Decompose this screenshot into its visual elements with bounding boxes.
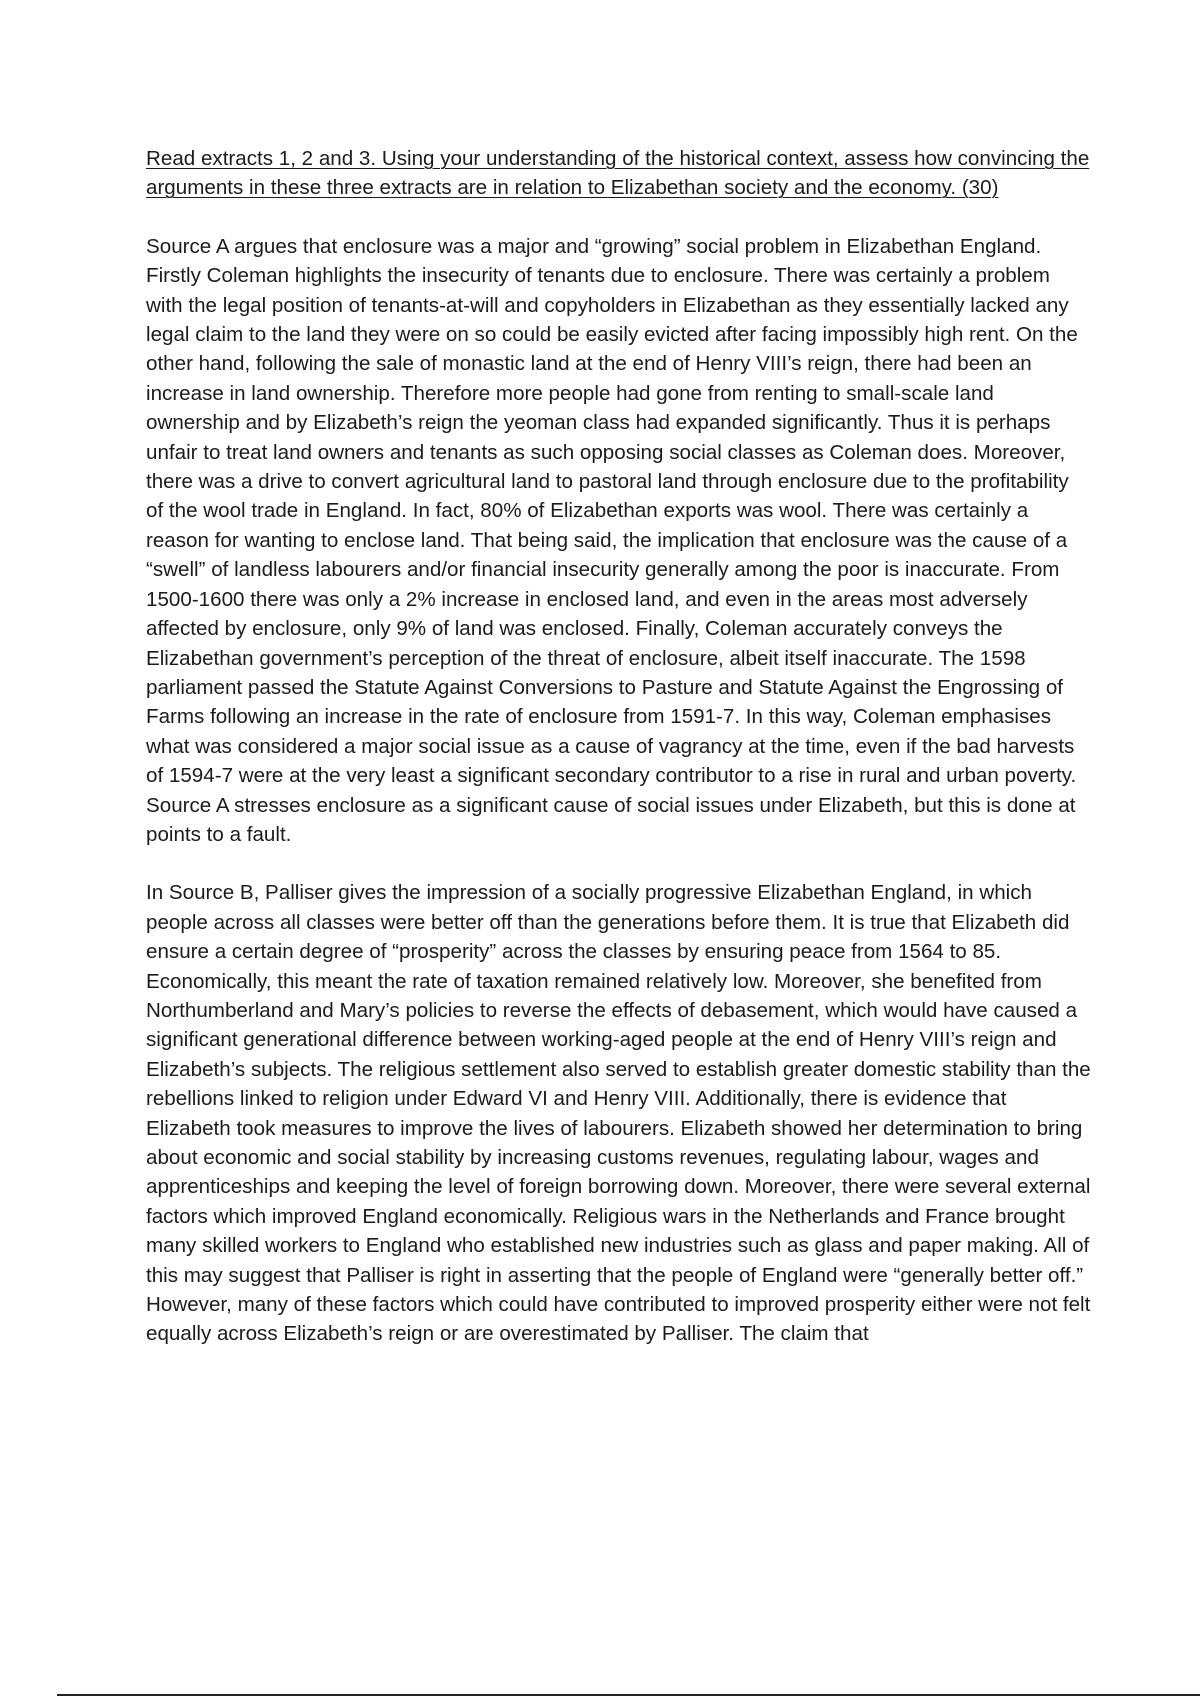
page-bottom-rule	[57, 1694, 1200, 1696]
paragraph-source-a: Source A argues that enclosure was a major and “growing” social problem in Elizabethan England. Firstly Coleman highlights the insecurity of tenants due to enclosure. There was certainly a problem with the legal position of tenants-at-will and copyholders in Elizabethan as they essentially lacked any legal claim to the land they were on so could be easily evicted after facing impossibly high rent. On the other hand, following the sale of monastic land at the end of Henry VIII’s reign, there had been an increase in land ownership. Therefore more people had gone from renting to small-scale land ownership and by Elizabeth’s reign the yeoman class had expanded significantly. Thus it is perhaps unfair to treat land owners and tenants as such opposing social classes as Coleman does. Moreover, there was a drive to convert agricultural land to pastoral land through enclosure due to the profitability of the wool trade in England. In fact, 80% of Elizabethan exports was wool. There was certainly a reason for wanting to enclose land. That being said, the implication that enclosure was the cause of a “swell” of landless labourers and/or financial insecurity generally among the poor is inaccurate. From 1500-1600 there was only a 2% increase in enclosed land, and even in the areas most adversely affected by enclosure, only 9% of land was enclosed. Finally, Coleman accurately conveys the Elizabethan government’s perception of the threat of enclosure, albeit itself inaccurate. The 1598 parliament passed the Statute Against Conversions to Pasture and Statute Against the Engrossing of Farms following an increase in the rate of enclosure from 1591-7. In this way, Coleman emphasises what was considered a major social issue as a cause of vagrancy at the time, even if the bad harvests of 1594-7 were at the very least a significant secondary contributor to a rise in rural and urban poverty. Source A stresses enclosure as a significant cause of social issues under Elizabeth, but this is done at points to a fault.	[146, 234, 1078, 846]
paragraph-source-b: In Source B, Palliser gives the impression of a socially progressive Elizabethan England, in which people across all classes were better off than the generations before them. It is true that Elizabeth did ensure a certain degree of “prosperity” across the classes by ensuring peace from 1564 to 85. Economically, this meant the rate of taxation remained relatively low. Moreover, she benefited from Northumberland and Mary’s policies to reverse the effects of debasement, which would have caused a significant generational difference between working-aged people at the end of Henry VIII’s reign and Elizabeth’s subjects. The religious settlement also served to establish greater domestic stability than the rebellions linked to religion under Edward VI and Henry VIII. Additionally, there is evidence that Elizabeth took measures to improve the lives of labourers. Elizabeth showed her determination to bring about economic and social stability by increasing customs revenues, regulating labour, wages and apprenticeships and keeping the level of foreign borrowing down. Moreover, there were several external factors which improved England economically. Religious wars in the Netherlands and France brought many skilled workers to England who established new industries such as glass and paper making. All of this may suggest that Palliser is right in asserting that the people of England were “generally better off.” However, many of these factors which could have contributed to improved prosperity either were not felt equally across Elizabeth’s reign or are overestimated by Palliser. The claim that	[146, 881, 1091, 1346]
essay-question: Read extracts 1, 2 and 3. Using your understanding of the historical context, assess how convincing the arguments in these three extracts are in relation to Elizabethan society and the economy. (30)	[146, 147, 1090, 200]
essay-page	[146, 144, 1091, 1378]
